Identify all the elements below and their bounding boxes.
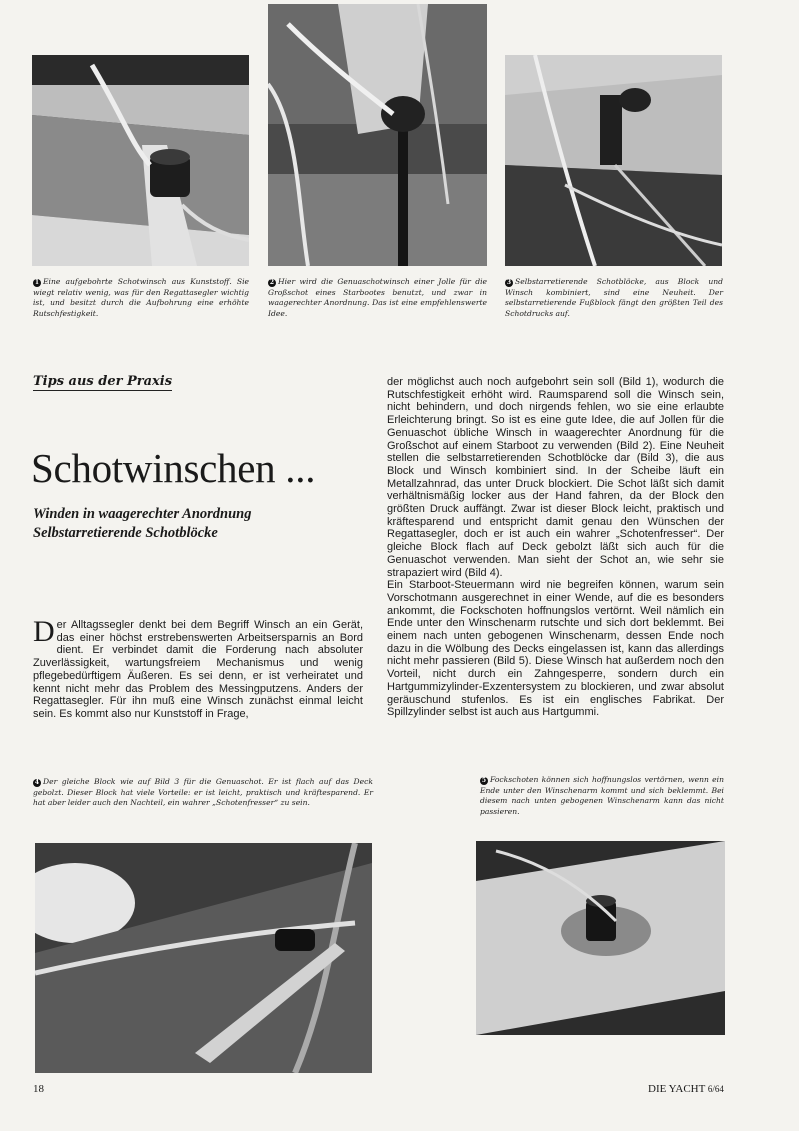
body-paragraph-1: der möglichst auch noch aufgebohrt sein soll (Bild 1), wodurch die Rutschfestigkeit erhöht wird. Raumsparend soll die Winsch sein, nicht behindern, und doch nirgends fehlen, wo sie eine erlaubte Erleichterung bringt. So ist es eine gute Idee, die auf Jollen für die Genuaschot übliche Winsch in waagerechter Anordnung für die Großschot auf einem Starboot zu verwenden (Bild 2). Eine Neuheit stellen die selbstarretierenden Schotblöcke dar (Bild 3), die aus Block und Winsch kombiniert sind. In der Scheibe läuft ein Metallzahnrad, das unter Druck blockiert. Die Schot läßt sich damit verhältnismäßig locker aus der Hand fahren, da der Block den größten Druck auffängt. Zwar ist dieser Block leicht, praktisch und kräftesparend und entspricht damit genau den Wünschen der Regattasegler, doch er ist auch ein wahrer „Schotenfresser“. Der gleiche Block flach auf Deck gebolzt läßt sich auch für die Genuaschot verwenden. Man sieht der Schot an, wie sehr sie strapaziert wird (Bild 4). — [387, 376, 724, 579]
caption-number-badge: 2 — [269, 279, 275, 286]
caption-photo-3: 3 Selbstarretierende Schotblöcke, aus Block und Winsch kombiniert, sind eine Neuheit. Der selbstarretierende Fußblock fängt den größten Teil des Schotdrucks auf. — [505, 277, 723, 318]
article-title: Schotwinschen ... — [31, 445, 316, 491]
article-subtitle — [33, 505, 363, 542]
caption-photo-4: 4 Der gleiche Block wie auf Bild 3 für die Genuaschot. Er ist flach auf das Deck gebolzt. Dieser Block hat viele Vorteile: er ist leicht, praktisch und kräftesparend. Er hat aber leider auch den Nachteil, ein wahrer „Schotenfresser“ zu sein. — [33, 777, 373, 808]
caption-photo-5: 5 Fockschoten können sich hoffnungslos vertörnen, wenn ein Ende unter den Winschenarm kommt und sich beklemmt. Bei diesem nach unten gebogenen Winschenarm kann das nicht passieren. — [480, 775, 724, 816]
caption-photo-2: 2 Hier wird die Genuaschotwinsch einer Jolle für die Großschot eines Starbootes benutzt, und zwar in waagerechter Anordnung. Das ist eine empfehlenswerte Idee. — [268, 277, 487, 318]
photo-selflocking-blocks — [505, 55, 722, 266]
subtitle-line-2: Selbstarretierende Schotblöcke — [33, 524, 218, 541]
photo-genoa-winch — [268, 4, 487, 266]
caption-photo-1: 1 Eine aufgebohrte Schotwinsch aus Kunststoff. Sie wiegt relativ wenig, was für den Regattasegler wichtig ist, und besitzt durch die Aufbohrung eine erhöhte Rutschfestigkeit. — [33, 277, 249, 318]
photo-plastic-winch — [32, 55, 249, 266]
subtitle-line-1: Winden in waagerechter Anordnung — [33, 506, 252, 522]
magazine-name: DIE YACHT — [648, 1083, 706, 1095]
caption-number-badge: 3 — [506, 279, 512, 286]
photo-curved-winch-arm — [476, 841, 725, 1035]
magazine-issue: 6/64 — [707, 1084, 724, 1094]
section-heading: Tips aus der Praxis — [33, 374, 173, 389]
caption-number-badge: 5 — [481, 777, 487, 784]
body-paragraph-2: Ein Starboot-Steuermann wird nie begreifen können, warum sein Vorschotmann ausgerechnet in einer Wende, auf die es besonders ankommt, die Fockschoten hoffnungslos vertörnt. Weil nämlich ein Ende unter den Winschenarm rutschte und sich dort beklemmt. Bei einem nach unten gebogenen Winschenarm, dessen Ende noch dazu in die Wölbung des Decks eingelassen ist, kann das allerdings nicht mehr passieren (Bild 5). Diese Winsch hat außerdem noch den Vorteil, nicht durch ein Zahngesperre, sondern durch ein Hartgummizylinder-Exzentersystem zu blockieren, und zwar absolut geräuschund stufenlos. Es ist ein englisches Fabrikat. Der Spillzylinder selbst ist auch aus Hartgummi. — [387, 579, 724, 719]
magazine-footer — [648, 1083, 724, 1095]
caption-number-badge: 4 — [34, 779, 40, 786]
caption-number-badge: 1 — [34, 279, 40, 286]
photo-flat-deck-block — [35, 843, 372, 1073]
body-text-right — [387, 376, 724, 719]
page-number: 18 — [33, 1083, 44, 1095]
body-text-left: Der Alltagssegler denkt bei dem Begriff Winsch an ein Gerät, das einer höchst erstrebenswerten Arbeitsersparnis an Bord dient. Er verbindet damit die Forderung nach absoluter Zuverlässigkeit, wartungsfreiem Mechanismus und wenig pflegebedürftigem Äußeren. Es sei denn, er ist verheiratet und kennt nicht mehr das Problem des Messingputzens. Anders der Regattasegler. Für ihn muß eine Winsch zunächst einmal leicht sein. Es kommt also nur Kunststoff in Frage, — [33, 615, 363, 720]
drop-cap: D — [33, 615, 55, 648]
